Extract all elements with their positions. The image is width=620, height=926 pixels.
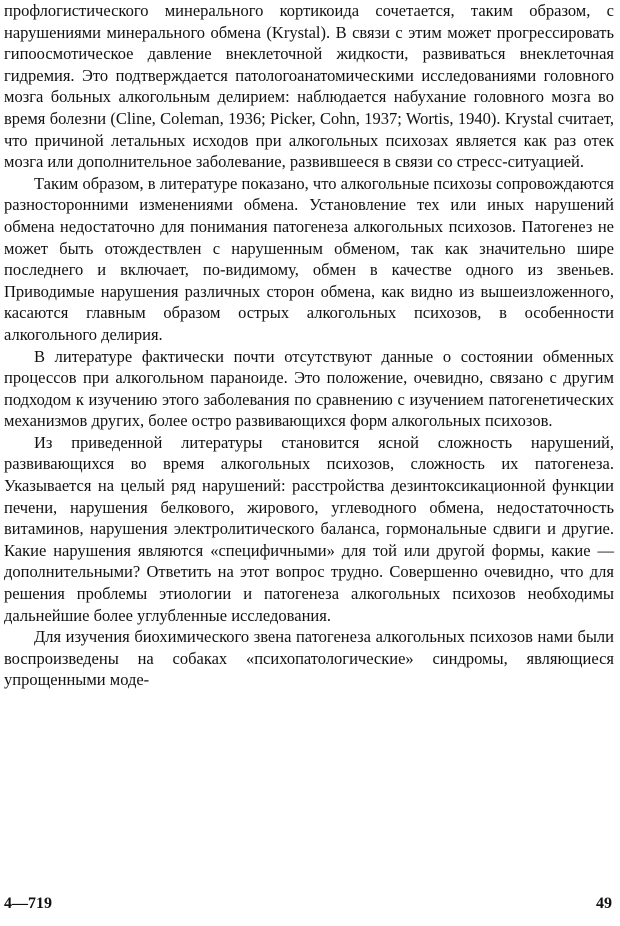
- page-number: 49: [596, 895, 612, 912]
- signature-mark: 4—719: [4, 895, 52, 912]
- paragraph-2: Таким образом, в литературе показано, что алкогольные психозы сопровождаются разносторонними изменениями обмена. Установление тех или иных нарушений обмена недостаточно для понимания патогенеза алкогольных психозов. Патогенез не может быть отождествлен с нарушенным обменом, так как значительно шире последнего и включает, по-видимому, обмен в качестве одного из звеньев. Приводимые нарушения различных сторон обмена, как видно из вышеизложенного, касаются главным образом острых алкогольных психозов, в особенности алкогольного делирия.: [4, 173, 614, 344]
- paragraph-1: профлогистического минерального кортикоида сочетается, таким образом, с нарушениями минерального обмена (Krystal). В связи с этим может прогрессировать гипоосмотическое давление внеклеточной жидкости, развиваться внеклеточная гидремия. Это подтверждается патологоанатомическими исследованиями головного мозга больных алкогольным делирием: наблюдается набухание головного мозга во время болезни (Cline, Coleman, 1936; Picker, Cohn, 1937; Wortis, 1940). Krystal считает, что причиной летальных исходов при алкогольных психозах является как раз отек мозга или дополнительное заболевание, развившееся в связи со стресс-ситуацией.: [4, 1, 614, 172]
- paragraph-5: Для изучения биохимического звена патогенеза алкогольных психозов нами были воспроизведены на собаках «психопатологические» синдромы, являющиеся упрощенными моде-: [4, 627, 614, 690]
- page-footer: [4, 892, 612, 916]
- body-text: [4, 0, 614, 691]
- paragraph-3: В литературе фактически почти отсутствуют данные о состоянии обменных процессов при алкогольном параноиде. Это положение, очевидно, связано с другим подходом к изучению этого заболевания по сравнению с изучением патогенетических механизмов других, более остро развивающихся форм алкогольных психозов.: [4, 346, 614, 431]
- paragraph-4: Из приведенной литературы становится ясной сложность нарушений, развивающихся во время алкогольных психозов, сложность их патогенеза. Указывается на целый ряд нарушений: расстройства дезинтоксикационной функции печени, нарушения белкового, жирового, углеводного обмена, недостаточность витаминов, нарушения электролитического баланса, гормональные сдвиги и другие. Какие нарушения являются «специфичными» для той или другой формы, какие — дополнительными? Ответить на этот вопрос трудно. Совершенно очевидно, что для решения проблемы этиологии и патогенеза алкогольных психозов необходимы дальнейшие более углубленные исследования.: [4, 432, 614, 625]
